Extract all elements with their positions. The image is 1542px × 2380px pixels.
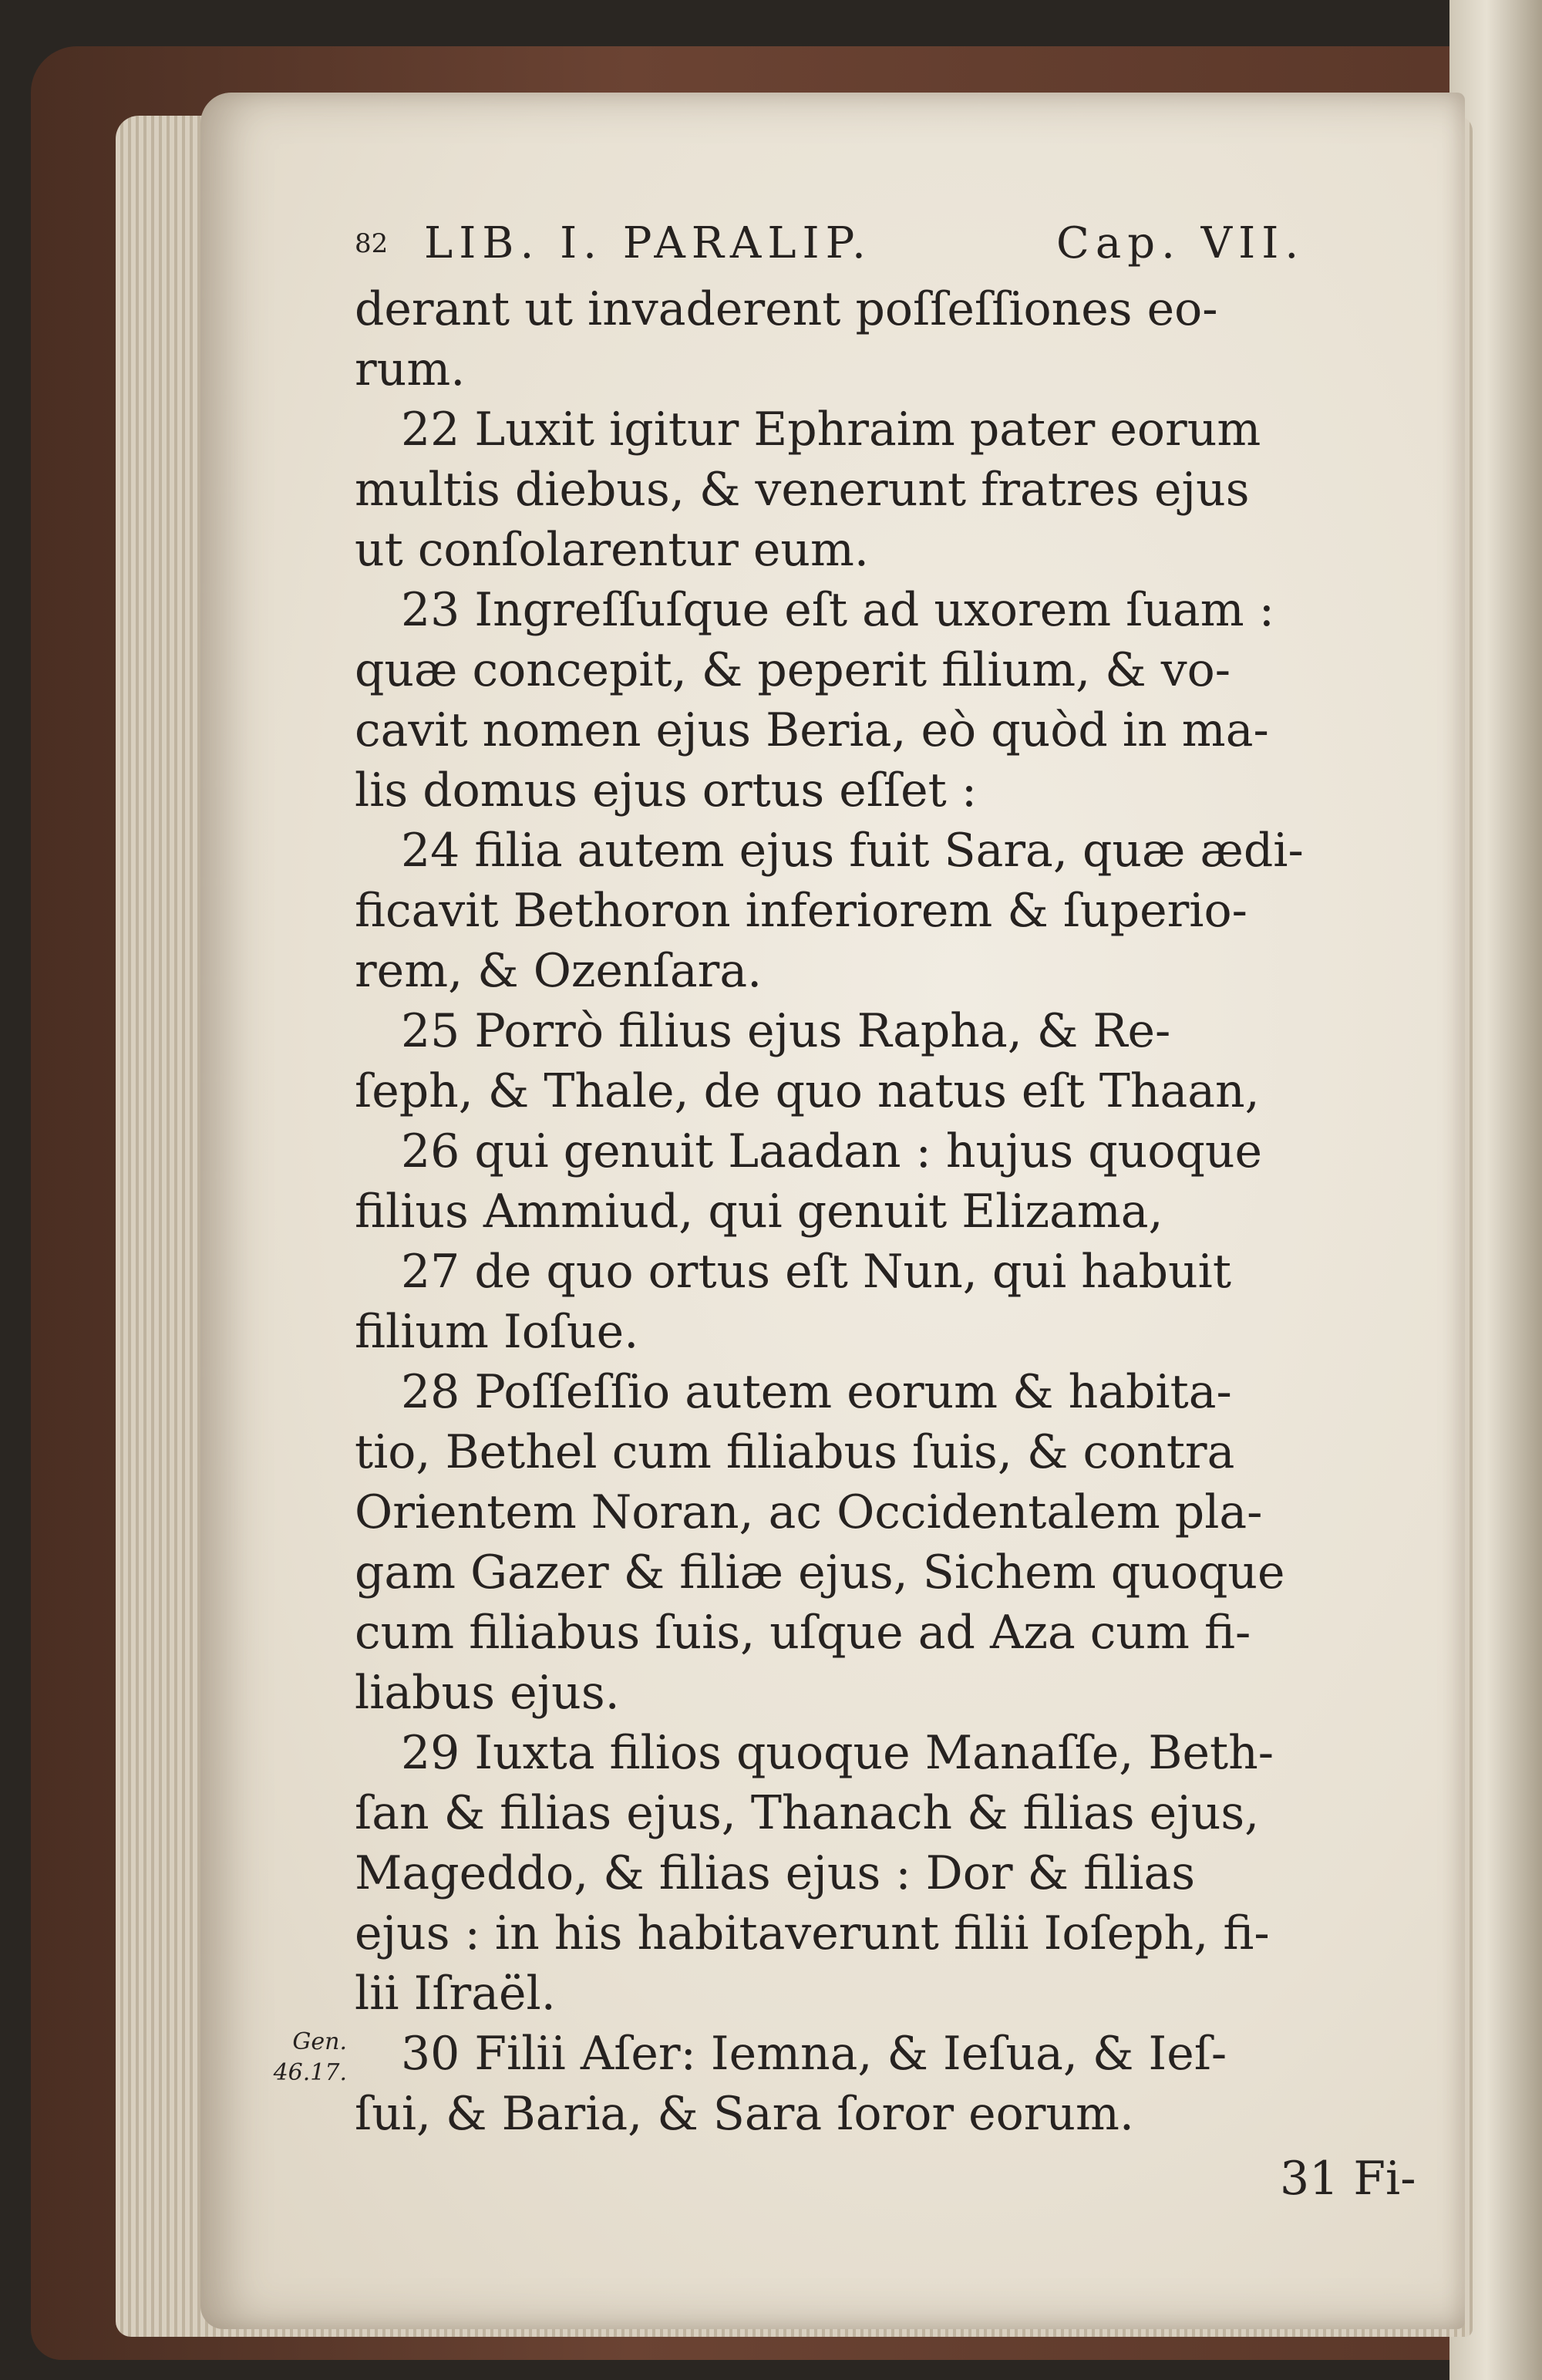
text-line: cum filiabus ſuis, uſque ad Aza cum fi- (355, 1606, 1251, 1660)
running-title: LIB. I. PARALIP. (424, 218, 872, 268)
text-line: rem, & Ozenſara. (355, 944, 763, 998)
text-line: lis domus ejus ortus eſſet : (355, 764, 978, 817)
text-line: 29 Iuxta filios quoque Manaſſe, Beth- (401, 1726, 1274, 1780)
text-line: ſui, & Baria, & Sara ſoror eorum. (355, 2087, 1135, 2141)
text-line: 25 Porrò filius ejus Rapha, & Re- (401, 1004, 1171, 1058)
text-line: Orientem Noran, ac Occidentalem pla- (355, 1485, 1263, 1539)
catchword: 31 Fi- (1280, 2152, 1416, 2206)
margin-note-line: Gen. (292, 2028, 347, 2055)
body-text (355, 279, 1434, 2144)
text-line: ut conſolarentur eum. (355, 523, 869, 577)
text-line: tio, Bethel cum filiabus ſuis, & contra (355, 1425, 1235, 1479)
text-line: derant ut invaderent poſſeſſiones eo- (355, 282, 1218, 336)
text-line: ficavit Bethoron inferiorem & ſuperio- (355, 884, 1247, 938)
text-line: 24 filia autem ejus fuit Sara, quæ ædi- (401, 824, 1304, 878)
text-line: 26 qui genuit Laadan : hujus quoque (401, 1124, 1263, 1178)
text-line: 30 Filii Aſer: Iemna, & Ieſua, & Ieſ- (401, 2027, 1227, 2081)
text-line: ſan & filias ejus, Thanach & filias ejus, (355, 1786, 1260, 1840)
text-line: rum. (355, 342, 466, 396)
margin-note-line: 46.17. (273, 2059, 347, 2086)
running-header (355, 208, 1434, 279)
text-line: gam Gazer & filiæ ejus, Sichem quoque (355, 1546, 1285, 1600)
text-line: ejus : in his habitaverunt filii Ioſeph, fi- (355, 1906, 1270, 1960)
text-line: multis diebus, & venerunt fratres ejus (355, 463, 1250, 517)
text-line: lii Iſraël. (355, 1967, 556, 2021)
text-line: 22 Luxit igitur Ephraim pater eorum (401, 403, 1261, 457)
text-line: filium Ioſue. (355, 1305, 639, 1359)
text-line: 27 de quo ortus eſt Nun, qui habuit (401, 1245, 1231, 1299)
text-line: liabus ejus. (355, 1666, 620, 1720)
page-content (273, 208, 1434, 2206)
chapter-label: Cap. VII. (1056, 218, 1305, 268)
text-line: 23 Ingreſſuſque eſt ad uxorem ſuam : (401, 583, 1274, 637)
text-line: quæ concepit, & peperit filium, & vo- (355, 643, 1231, 697)
margin-note (270, 2027, 347, 2088)
text-line: cavit nomen ejus Beria, eò quòd in ma- (355, 703, 1269, 757)
text-line: ſeph, & Thale, de quo natus eſt Thaan, (355, 1064, 1260, 1118)
folio-number: 82 (355, 228, 389, 259)
text-line: 28 Poſſeſſio autem eorum & habita- (401, 1365, 1232, 1419)
text-line: filius Ammiud, qui genuit Elizama, (355, 1185, 1163, 1239)
text-line: Mageddo, & filias ejus : Dor & filias (355, 1846, 1196, 1900)
